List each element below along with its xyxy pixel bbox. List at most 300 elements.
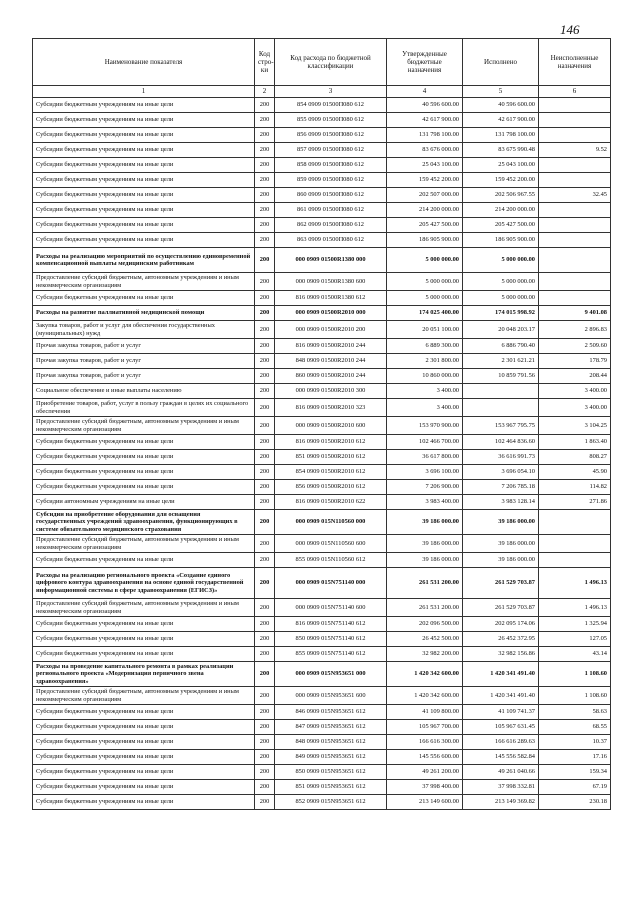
unexecuted-amount-cell: 67.19 [539,780,611,795]
header-unexecuted: Неисполненные назначения [539,39,611,86]
executed-amount-cell: 105 967 631.45 [463,720,539,735]
budget-code-cell: 855 0909 015N751140 612 [275,647,387,662]
approved-amount-cell: 26 452 500.00 [387,632,463,647]
table-row [33,188,611,203]
indicator-name-cell: Предоставление субсидий бюджетным, автономным учреждениям и иным некоммерческим организациям [33,535,255,553]
table-row [33,339,611,354]
approved-amount-cell: 1 420 342 600.00 [387,662,463,687]
budget-code-cell: 854 0909 01500R2010 612 [275,465,387,480]
table-row [33,687,611,705]
line-code-cell: 200 [255,465,275,480]
executed-amount-cell: 37 998 332.81 [463,780,539,795]
executed-amount-cell: 186 905 900.00 [463,233,539,248]
indicator-name-cell: Субсидии бюджетным учреждениям на иные цели [33,780,255,795]
unexecuted-amount-cell: 178.79 [539,354,611,369]
line-code-cell: 200 [255,647,275,662]
line-code-cell: 200 [255,339,275,354]
budget-code-cell: 856 0909 01500R2010 612 [275,480,387,495]
budget-code-cell: 816 0909 015N751140 612 [275,617,387,632]
approved-amount-cell: 6 889 300.00 [387,339,463,354]
approved-amount-cell: 39 186 000.00 [387,553,463,568]
table-row [33,354,611,369]
executed-amount-cell: 2 301 621.21 [463,354,539,369]
line-code-cell: 200 [255,553,275,568]
header-approved: Утвержденные бюджетные назначения [387,39,463,86]
line-code-cell: 200 [255,128,275,143]
unexecuted-amount-cell [539,98,611,113]
executed-amount-cell [463,399,539,417]
unexecuted-amount-cell [539,248,611,273]
indicator-name-cell: Субсидии бюджетным учреждениям на иные цели [33,705,255,720]
executed-amount-cell: 214 200 000.00 [463,203,539,218]
line-code-cell: 200 [255,203,275,218]
unexecuted-amount-cell: 45.90 [539,465,611,480]
approved-amount-cell: 213 149 600.00 [387,795,463,810]
line-code-cell: 200 [255,291,275,306]
executed-amount-cell: 6 886 790.40 [463,339,539,354]
budget-code-cell: 000 0909 015N751140 600 [275,599,387,617]
table-row [33,417,611,435]
indicator-name-cell: Субсидии бюджетным учреждениям на иные цели [33,450,255,465]
line-code-cell: 200 [255,720,275,735]
approved-amount-cell: 40 596 600.00 [387,98,463,113]
indicator-name-cell: Предоставление субсидий бюджетным, автономным учреждениям и иным некоммерческим организациям [33,687,255,705]
approved-amount-cell: 145 556 600.00 [387,750,463,765]
indicator-name-cell: Субсидии бюджетным учреждениям на иные цели [33,647,255,662]
approved-amount-cell: 32 982 200.00 [387,647,463,662]
indicator-name-cell: Субсидии автономным учреждениям на иные цели [33,495,255,510]
line-code-cell: 200 [255,705,275,720]
line-code-cell: 200 [255,568,275,599]
unexecuted-amount-cell: 1 325.94 [539,617,611,632]
budget-code-cell: 851 0909 01500R2010 612 [275,450,387,465]
table-row [33,399,611,417]
unexecuted-amount-cell: 9 401.08 [539,306,611,321]
column-number: 1 [33,86,255,98]
approved-amount-cell: 3 400.00 [387,384,463,399]
approved-amount-cell: 153 970 900.00 [387,417,463,435]
executed-amount-cell: 3 696 054.10 [463,465,539,480]
approved-amount-cell: 261 531 200.00 [387,599,463,617]
table-row [33,233,611,248]
table-row [33,495,611,510]
executed-amount-cell: 261 529 703.87 [463,568,539,599]
indicator-name-cell: Субсидии бюджетным учреждениям на иные цели [33,143,255,158]
line-code-cell: 200 [255,795,275,810]
approved-amount-cell: 202 507 000.00 [387,188,463,203]
indicator-name-cell: Предоставление субсидий бюджетным, автономным учреждениям и иным некоммерческим организациям [33,599,255,617]
indicator-name-cell: Субсидии бюджетным учреждениям на иные цели [33,553,255,568]
unexecuted-amount-cell [539,158,611,173]
approved-amount-cell: 105 967 700.00 [387,720,463,735]
executed-amount-cell: 7 206 785.18 [463,480,539,495]
approved-amount-cell: 174 025 400.00 [387,306,463,321]
table-row [33,273,611,291]
unexecuted-amount-cell [539,553,611,568]
executed-amount-cell: 5 000 000.00 [463,273,539,291]
table-row [33,795,611,810]
table-row [33,632,611,647]
budget-code-cell: 857 0909 01500П080 612 [275,143,387,158]
budget-code-cell: 816 0909 01500R1380 612 [275,291,387,306]
table-row [33,98,611,113]
budget-code-cell: 860 0909 01500П080 612 [275,188,387,203]
indicator-name-cell: Расходы на развитие паллиативной медицинской помощи [33,306,255,321]
table-row [33,384,611,399]
unexecuted-amount-cell: 271.86 [539,495,611,510]
executed-amount-cell: 26 452 372.95 [463,632,539,647]
table-row [33,720,611,735]
line-code-cell: 200 [255,687,275,705]
indicator-name-cell: Прочая закупка товаров, работ и услуг [33,354,255,369]
executed-amount-cell: 145 556 582.84 [463,750,539,765]
line-code-cell: 200 [255,450,275,465]
approved-amount-cell: 205 427 500.00 [387,218,463,233]
executed-amount-cell: 102 464 836.60 [463,435,539,450]
table-row [33,617,611,632]
indicator-name-cell: Субсидии бюджетным учреждениям на иные цели [33,465,255,480]
line-code-cell: 200 [255,143,275,158]
unexecuted-amount-cell: 1 108.60 [539,662,611,687]
executed-amount-cell: 39 186 000.00 [463,510,539,535]
budget-code-cell: 860 0909 01500R2010 244 [275,369,387,384]
approved-amount-cell: 186 905 900.00 [387,233,463,248]
budget-code-cell: 816 0909 01500R2010 612 [275,435,387,450]
line-code-cell: 200 [255,780,275,795]
indicator-name-cell: Субсидии бюджетным учреждениям на иные цели [33,617,255,632]
unexecuted-amount-cell [539,218,611,233]
indicator-name-cell: Расходы на проведение капитального ремонта в рамках реализации регионального проекта «Модернизация первичного звена здравоохранения» [33,662,255,687]
approved-amount-cell: 5 000 000.00 [387,291,463,306]
approved-amount-cell: 214 200 000.00 [387,203,463,218]
line-code-cell: 200 [255,98,275,113]
line-code-cell: 200 [255,233,275,248]
table-row [33,291,611,306]
budget-code-cell: 851 0909 015N953651 612 [275,780,387,795]
approved-amount-cell: 39 186 000.00 [387,535,463,553]
approved-amount-cell: 1 420 342 600.00 [387,687,463,705]
budget-code-cell: 000 0909 01500R1380 600 [275,273,387,291]
indicator-name-cell: Субсидии бюджетным учреждениям на иные цели [33,795,255,810]
indicator-name-cell: Субсидии бюджетным учреждениям на иные цели [33,291,255,306]
budget-code-cell: 000 0909 01500R2010 300 [275,384,387,399]
header-line-code: Код стро-ки [255,39,275,86]
executed-amount-cell: 166 616 289.63 [463,735,539,750]
budget-code-cell: 846 0909 015N953651 612 [275,705,387,720]
unexecuted-amount-cell [539,113,611,128]
page-number: 146 [560,22,580,37]
line-code-cell: 200 [255,632,275,647]
approved-amount-cell: 3 983 400.00 [387,495,463,510]
executed-amount-cell: 153 967 795.75 [463,417,539,435]
approved-amount-cell: 36 617 800.00 [387,450,463,465]
line-code-cell: 200 [255,321,275,339]
approved-amount-cell: 159 452 200.00 [387,173,463,188]
executed-amount-cell: 5 000 000.00 [463,291,539,306]
indicator-name-cell: Субсидии бюджетным учреждениям на иные цели [33,735,255,750]
executed-amount-cell: 41 109 741.37 [463,705,539,720]
table-row [33,662,611,687]
unexecuted-amount-cell: 58.63 [539,705,611,720]
header-executed: Исполнено [463,39,539,86]
line-code-cell: 200 [255,750,275,765]
approved-amount-cell: 20 051 100.00 [387,321,463,339]
indicator-name-cell: Субсидии бюджетным учреждениям на иные цели [33,188,255,203]
budget-code-cell: 000 0909 01500R2010 200 [275,321,387,339]
unexecuted-amount-cell: 1 863.40 [539,435,611,450]
budget-code-cell: 816 0909 01500R2010 622 [275,495,387,510]
table-row [33,599,611,617]
indicator-name-cell: Субсидии бюджетным учреждениям на иные цели [33,233,255,248]
executed-amount-cell: 39 186 000.00 [463,535,539,553]
executed-amount-cell: 32 982 156.86 [463,647,539,662]
approved-amount-cell: 10 860 000.00 [387,369,463,384]
header-budget-code: Код расхода по бюджетной классификации [275,39,387,86]
budget-code-cell: 849 0909 015N953651 612 [275,750,387,765]
unexecuted-amount-cell: 159.34 [539,765,611,780]
unexecuted-amount-cell: 2 896.83 [539,321,611,339]
column-number: 4 [387,86,463,98]
executed-amount-cell: 159 452 200.00 [463,173,539,188]
approved-amount-cell: 131 798 100.00 [387,128,463,143]
budget-code-cell: 858 0909 01500П080 612 [275,158,387,173]
line-code-cell: 200 [255,735,275,750]
indicator-name-cell: Субсидии бюджетным учреждениям на иные цели [33,765,255,780]
unexecuted-amount-cell: 230.18 [539,795,611,810]
table-row [33,158,611,173]
approved-amount-cell: 2 301 800.00 [387,354,463,369]
table-row [33,369,611,384]
table-row [33,128,611,143]
unexecuted-amount-cell: 808.27 [539,450,611,465]
budget-code-cell: 000 0909 01500R1380 000 [275,248,387,273]
budget-code-cell: 847 0909 015N953651 612 [275,720,387,735]
table-row [33,705,611,720]
unexecuted-amount-cell: 3 104.25 [539,417,611,435]
unexecuted-amount-cell [539,535,611,553]
executed-amount-cell: 83 675 990.48 [463,143,539,158]
unexecuted-amount-cell: 1 496.13 [539,599,611,617]
executed-amount-cell: 10 859 791.56 [463,369,539,384]
unexecuted-amount-cell [539,510,611,535]
executed-amount-cell: 261 529 703.87 [463,599,539,617]
column-number: 6 [539,86,611,98]
table-row [33,735,611,750]
executed-amount-cell: 205 427 500.00 [463,218,539,233]
indicator-name-cell: Предоставление субсидий бюджетным, автономным учреждениям и иным некоммерческим организациям [33,417,255,435]
indicator-name-cell: Субсидии бюджетным учреждениям на иные цели [33,203,255,218]
approved-amount-cell: 3 696 100.00 [387,465,463,480]
indicator-name-cell: Закупка товаров, работ и услуг для обеспечения государственных (муниципальных) нужд [33,321,255,339]
table-row [33,435,611,450]
executed-amount-cell: 3 983 128.14 [463,495,539,510]
unexecuted-amount-cell [539,273,611,291]
indicator-name-cell: Расходы на реализацию регионального проекта «Создание единого цифрового контура здравоохранения на основе единой государственной информационной системы в сфере здравоохранения (ЕГИСЗ)» [33,568,255,599]
budget-code-cell: 859 0909 01500П080 612 [275,173,387,188]
table-row [33,248,611,273]
indicator-name-cell: Субсидии бюджетным учреждениям на иные цели [33,173,255,188]
line-code-cell: 200 [255,510,275,535]
table-row [33,173,611,188]
approved-amount-cell: 102 466 700.00 [387,435,463,450]
indicator-name-cell: Предоставление субсидий бюджетным, автономным учреждениям и иным некоммерческим организациям [33,273,255,291]
table-row [33,306,611,321]
approved-amount-cell: 5 000 000.00 [387,273,463,291]
line-code-cell: 200 [255,662,275,687]
budget-code-cell: 861 0909 01500П080 612 [275,203,387,218]
line-code-cell: 200 [255,158,275,173]
approved-amount-cell: 41 109 800.00 [387,705,463,720]
indicator-name-cell: Субсидии бюджетным учреждениям на иные цели [33,158,255,173]
line-code-cell: 200 [255,248,275,273]
line-code-cell: 200 [255,617,275,632]
line-code-cell: 200 [255,173,275,188]
line-code-cell: 200 [255,599,275,617]
column-number: 2 [255,86,275,98]
executed-amount-cell: 1 420 341 491.40 [463,662,539,687]
column-number: 3 [275,86,387,98]
executed-amount-cell: 5 000 000.00 [463,248,539,273]
executed-amount-cell: 20 048 203.17 [463,321,539,339]
indicator-name-cell: Приобретение товаров, работ, услуг в пользу граждан в целях их социального обеспечения [33,399,255,417]
executed-amount-cell: 174 015 998.92 [463,306,539,321]
line-code-cell: 200 [255,399,275,417]
budget-code-cell: 863 0909 01500П080 612 [275,233,387,248]
unexecuted-amount-cell: 127.05 [539,632,611,647]
indicator-name-cell: Социальное обеспечение и иные выплаты населению [33,384,255,399]
budget-code-cell: 000 0909 01500R2010 000 [275,306,387,321]
table-row [33,765,611,780]
line-code-cell: 200 [255,188,275,203]
unexecuted-amount-cell: 17.16 [539,750,611,765]
line-code-cell: 200 [255,369,275,384]
line-code-cell: 200 [255,113,275,128]
executed-amount-cell: 202 506 967.55 [463,188,539,203]
unexecuted-amount-cell: 1 496.13 [539,568,611,599]
unexecuted-amount-cell: 114.82 [539,480,611,495]
executed-amount-cell: 40 596 600.00 [463,98,539,113]
indicator-name-cell: Субсидии бюджетным учреждениям на иные цели [33,98,255,113]
line-code-cell: 200 [255,218,275,233]
table-row [33,465,611,480]
line-code-cell: 200 [255,273,275,291]
indicator-name-cell: Субсидии бюджетным учреждениям на иные цели [33,218,255,233]
unexecuted-amount-cell: 2 509.60 [539,339,611,354]
budget-code-cell: 850 0909 015N953651 612 [275,765,387,780]
unexecuted-amount-cell: 9.52 [539,143,611,158]
budget-code-cell: 848 0909 015N953651 612 [275,735,387,750]
executed-amount-cell: 131 798 100.00 [463,128,539,143]
unexecuted-amount-cell: 1 108.60 [539,687,611,705]
budget-code-cell: 000 0909 015N953651 000 [275,662,387,687]
budget-code-cell: 816 0909 01500R2010 323 [275,399,387,417]
column-number-row [33,86,611,98]
table-row [33,750,611,765]
executed-amount-cell: 25 043 100.00 [463,158,539,173]
table-row [33,553,611,568]
line-code-cell: 200 [255,417,275,435]
approved-amount-cell: 261 531 200.00 [387,568,463,599]
approved-amount-cell: 3 400.00 [387,399,463,417]
unexecuted-amount-cell [539,291,611,306]
budget-code-cell: 854 0909 01500П080 612 [275,98,387,113]
line-code-cell: 200 [255,435,275,450]
executed-amount-cell: 213 149 369.82 [463,795,539,810]
unexecuted-amount-cell: 3 400.00 [539,399,611,417]
indicator-name-cell: Субсидии бюджетным учреждениям на иные цели [33,480,255,495]
unexecuted-amount-cell [539,173,611,188]
indicator-name-cell: Субсидии бюджетным учреждениям на иные цели [33,435,255,450]
budget-execution-table [32,38,611,810]
indicator-name-cell: Расходы на реализацию мероприятий по осуществлению единовременной компенсационной выплаты медицинским работникам [33,248,255,273]
table-row [33,113,611,128]
table-row [33,568,611,599]
budget-code-cell: 855 0909 015N110560 612 [275,553,387,568]
approved-amount-cell: 83 676 000.00 [387,143,463,158]
budget-code-cell: 816 0909 01500R2010 244 [275,339,387,354]
unexecuted-amount-cell: 208.44 [539,369,611,384]
table-row [33,450,611,465]
executed-amount-cell: 49 261 040.66 [463,765,539,780]
indicator-name-cell: Прочая закупка товаров, работ и услуг [33,369,255,384]
approved-amount-cell: 37 998 400.00 [387,780,463,795]
budget-code-cell: 852 0909 015N953651 612 [275,795,387,810]
table-body [33,98,611,810]
unexecuted-amount-cell: 10.37 [539,735,611,750]
table-row [33,647,611,662]
table-row [33,480,611,495]
approved-amount-cell: 7 206 900.00 [387,480,463,495]
indicator-name-cell: Субсидии бюджетным учреждениям на иные цели [33,720,255,735]
approved-amount-cell: 25 043 100.00 [387,158,463,173]
table-row [33,143,611,158]
budget-code-cell: 850 0909 015N751140 612 [275,632,387,647]
approved-amount-cell: 5 000 000.00 [387,248,463,273]
budget-code-cell: 000 0909 01500R2010 600 [275,417,387,435]
table-row [33,780,611,795]
budget-code-cell: 000 0909 015N751140 000 [275,568,387,599]
table-row [33,321,611,339]
unexecuted-amount-cell [539,128,611,143]
indicator-name-cell: Субсидии на приобретение оборудования для оснащения государственных учреждений здравоохранения, функционирующих в системе обязательного медицинского страхования [33,510,255,535]
line-code-cell: 200 [255,535,275,553]
budget-code-cell: 855 0909 01500П080 612 [275,113,387,128]
executed-amount-cell: 1 420 341 491.40 [463,687,539,705]
budget-code-cell: 000 0909 015N953651 600 [275,687,387,705]
indicator-name-cell: Субсидии бюджетным учреждениям на иные цели [33,128,255,143]
approved-amount-cell: 39 186 000.00 [387,510,463,535]
executed-amount-cell: 42 617 900.00 [463,113,539,128]
line-code-cell: 200 [255,480,275,495]
indicator-name-cell: Субсидии бюджетным учреждениям на иные цели [33,632,255,647]
executed-amount-cell: 39 186 000.00 [463,553,539,568]
line-code-cell: 200 [255,306,275,321]
header-indicator-name: Наименование показателя [33,39,255,86]
indicator-name-cell: Субсидии бюджетным учреждениям на иные цели [33,750,255,765]
unexecuted-amount-cell [539,233,611,248]
budget-code-cell: 000 0909 015N110560 000 [275,510,387,535]
indicator-name-cell: Прочая закупка товаров, работ и услуг [33,339,255,354]
table-row [33,535,611,553]
unexecuted-amount-cell: 32.45 [539,188,611,203]
approved-amount-cell: 49 261 200.00 [387,765,463,780]
executed-amount-cell [463,384,539,399]
approved-amount-cell: 42 617 900.00 [387,113,463,128]
column-number: 5 [463,86,539,98]
budget-code-cell: 862 0909 01500П080 612 [275,218,387,233]
unexecuted-amount-cell: 3 400.00 [539,384,611,399]
unexecuted-amount-cell: 43.14 [539,647,611,662]
